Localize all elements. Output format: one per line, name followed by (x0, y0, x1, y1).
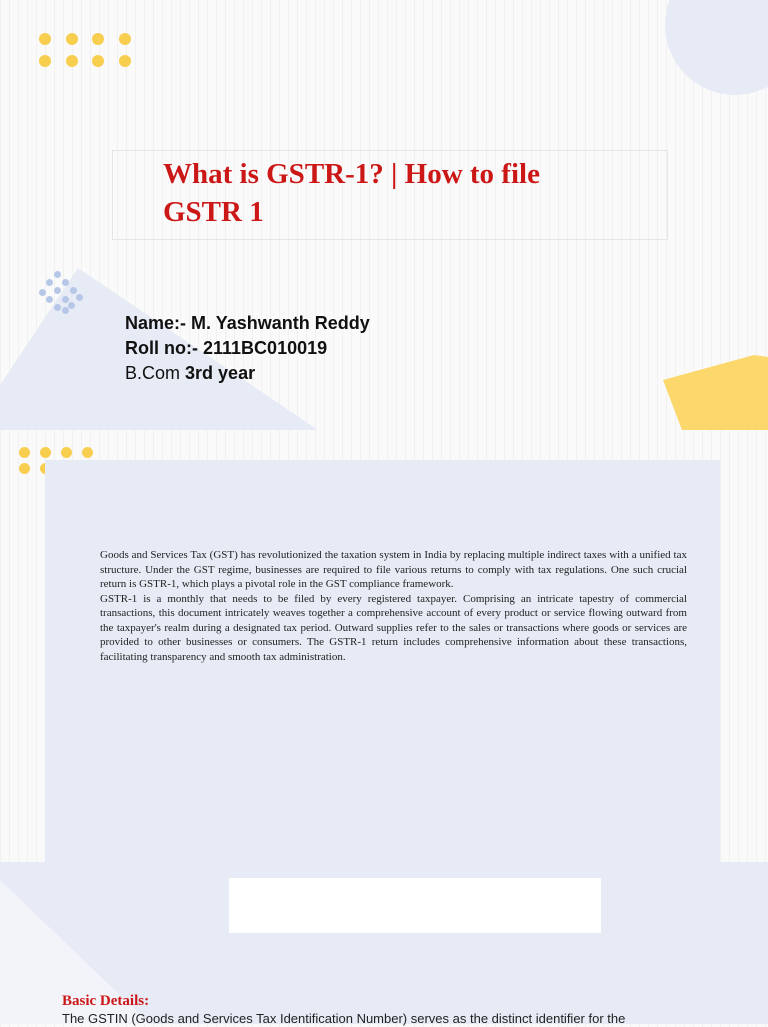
basic-details-text: The GSTIN (Goods and Services Tax Identification Number) serves as the distinct identifier for the (62, 1011, 626, 1026)
name-label: Name:- (125, 313, 187, 333)
roll-line (125, 336, 425, 361)
intro-paragraph-1: Goods and Services Tax (GST) has revolutionized the taxation system in India by replacing multiple indirect taxes with a unified tax structure. Under the GST regime, businesses are required to file various returns to comply with tax regulations. One such crucial return is GSTR-1, which plays a pivotal role in the GST compliance framework. (100, 549, 687, 590)
intro-paragraph-2: GSTR-1 is a monthly that needs to be filed by every registered taxpayer. Comprising an intricate tapestry of commercial transactions, this document intricately weaves together a comprehensive account of every product or service flowing outward from the taxpayer's realm during a designated tax period. Outward supplies refer to the sales or transactions where goods or services are provided to other businesses or consumers. The GSTR-1 return includes comprehensive information about these transactions, facilitating transparency and smooth tax administration. (100, 592, 687, 663)
yellow-parallelogram (663, 355, 768, 430)
course-line (125, 361, 425, 386)
page-title: What is GSTR-1? | How to file GSTR 1 (163, 158, 540, 228)
blank-panel (229, 878, 601, 933)
intro-text (100, 548, 687, 664)
name-line (125, 311, 425, 336)
roll-value: 2111BC010019 (203, 338, 328, 358)
course: B.Com (125, 363, 181, 383)
top-right-circle (665, 0, 768, 95)
content-card (45, 460, 720, 862)
roll-label: Roll no:- (125, 338, 198, 358)
year: 3rd year (185, 363, 256, 383)
name-value: M. Yashwanth Reddy (191, 313, 370, 333)
student-info (125, 311, 425, 386)
basic-details-heading: Basic Details: (62, 993, 150, 1009)
title-box (112, 150, 668, 240)
